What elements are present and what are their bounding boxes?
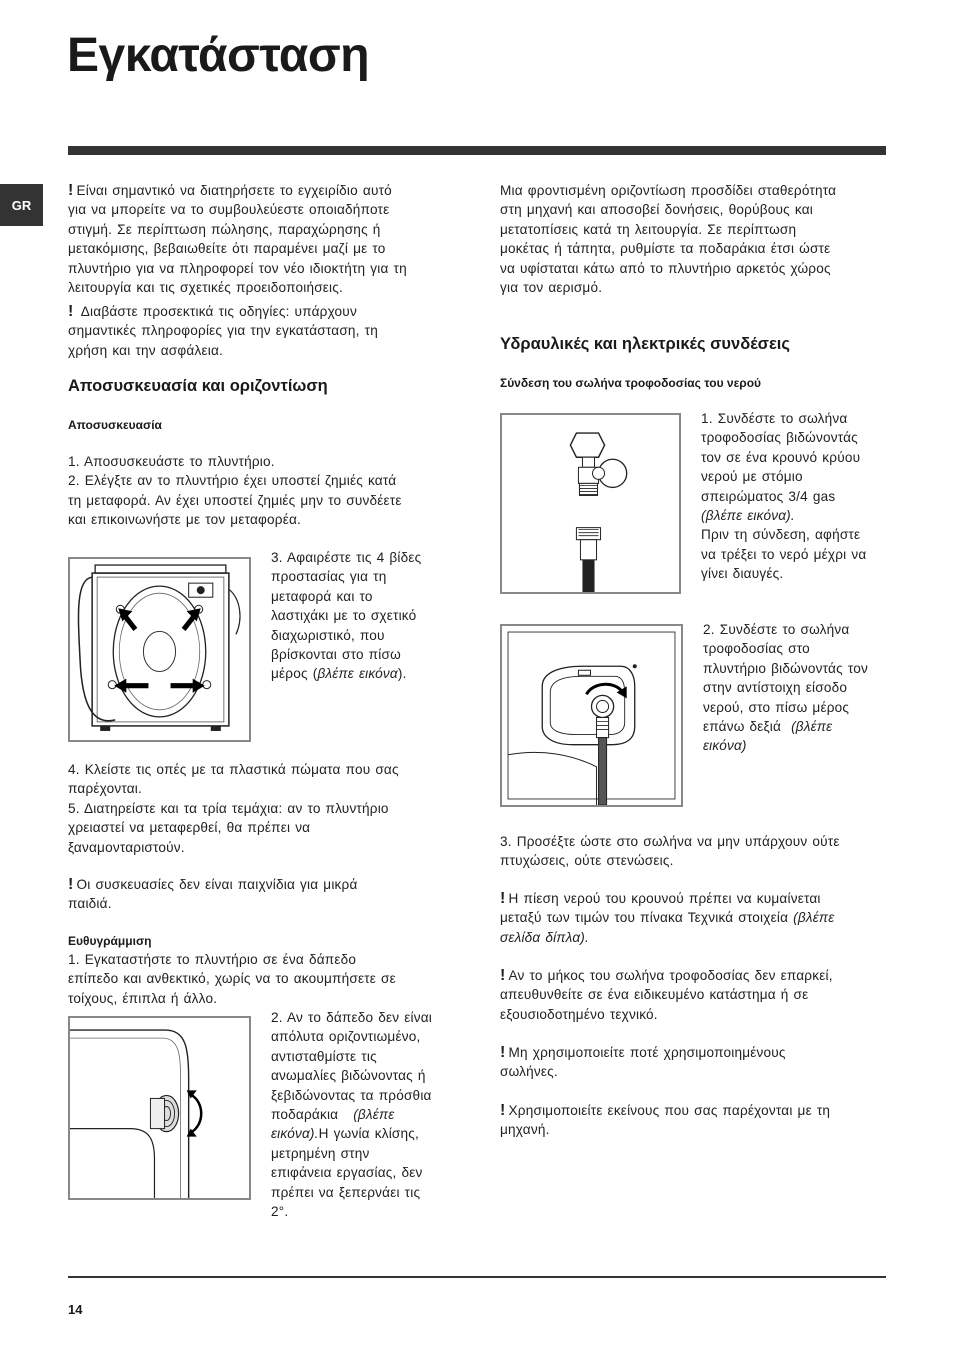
subheading-unpacking: Αποσυσκευασία [68, 418, 162, 432]
heading-unpacking-leveling: Αποσυσκευασία και οριζοντίωση [68, 377, 328, 395]
figure-machine-inlet [500, 624, 683, 807]
warning-hose-length: ! Αν το μήκος του σωλήνα τροφοδοσίας δεν επαρκεί, απευθυνθείτε σε ένα ειδικευμένο κατάστημα ή σε εξουσιοδοτημένο τεχνικό. [500, 967, 833, 1022]
unpacking-steps: 1. Αποσυσκευάστε το πλυντήριο. 2. Ελέγξτε αν το πλυντήριο έχει υποστεί ζημιές κατά τη μεταφορά. Αν έχει υποστεί ζημιές μην το συνδέετε και επικοινωνήστε με τον μεταφορέα. [68, 454, 402, 528]
exclamation-icon: ! [68, 303, 74, 320]
connection-step-3: 3. Προσέξτε ώστε στο σωλήνα να μην υπάρχουν ούτε πτυχώσεις, ούτε στενώσεις. [500, 834, 840, 869]
warning-read-instructions: ! Διαβάστε προσεκτικά τις οδηγίες: υπάρχουν σημαντικές πληροφορίες για την εγκατάσταση, τη χρήση και την ασφάλεια. [68, 303, 378, 358]
exclamation-icon: ! [68, 182, 74, 199]
step-3-remove-screws: 3. Αφαιρέστε τις 4 βίδες προστασίας για τη μεταφορά και το λαστιχάκι με το σχετικό διαχωριστικό, που βρίσκονται στο πίσω μέρος (βλέπε εικόνα). [271, 550, 422, 682]
warning-packaging-children: ! Οι συσκευασίες δεν είναι παιχνίδια για μικρά παιδιά. [68, 876, 358, 912]
page-title: Εγκατάσταση [67, 29, 370, 82]
exclamation-icon: ! [68, 876, 74, 893]
warning-used-hoses: ! Μη χρησιμοποιείτε ποτέ χρησιμοποιημένους σωλήνες. [500, 1044, 786, 1080]
figure-rear-transport-screws [68, 557, 251, 742]
warning-supplied-hoses: ! Χρησιμοποιείτε εκείνους που σας παρέχονται με τη μηχανή. [500, 1102, 831, 1138]
subheading-leveling: Ευθυγράμμιση [68, 934, 152, 948]
heading-connections: Υδραυλικές και ηλεκτρικές συνδέσεις [500, 335, 790, 353]
language-tab: GR [0, 184, 43, 226]
leveling-step-1: 1. Εγκαταστήστε το πλυντήριο σε ένα δάπεδο επίπεδο και ανθεκτικό, χωρίς να το ακουμπήσετε σε τοίχους, έπιπλα ή άλλο. [68, 952, 396, 1006]
exclamation-icon: ! [500, 1044, 506, 1061]
bottom-divider [68, 1276, 886, 1278]
figure-adjust-foot [68, 1016, 251, 1200]
steps-4-5: 4. Κλείστε τις οπές με τα πλαστικά πώματα που σας παρέχονται. 5. Διατηρείστε και τα τρία τεμάχια: αν το πλυντήριο χρειαστεί να μεταφερθεί, θα πρέπει να ξαναμονταριστούν. [68, 762, 399, 855]
exclamation-icon: ! [500, 1102, 506, 1119]
subheading-water-hose: Σύνδεση του σωλήνα τροφοδοσίας του νερού [500, 376, 762, 390]
exclamation-icon: ! [500, 967, 506, 984]
connection-step-1: 1. Συνδέστε το σωλήνα τροφοδοσίας βιδώνοντάς τον σε ένα κρουνό κρύου νερού με στόμιο σπειρώματος 3/4 gas (βλέπε εικόνα). Πριν τη σύνδεση, αφήστε να τρέξει το νερό μέχρι να γίνει διαυγές. [701, 411, 867, 582]
exclamation-icon: ! [500, 890, 506, 907]
page-number: 14 [68, 1302, 83, 1317]
connection-step-2: 2. Συνδέστε το σωλήνα τροφοδοσίας στο πλυντήριο βιδώνοντάς τον στην αντίστοιχη είσοδο νερού, στο πίσω μέρος επάνω δεξιά (βλέπε εικόνα) [703, 622, 868, 754]
warning-keep-manual: ! Είναι σημαντικό να διατηρήσετε το εγχειρίδιο αυτό για να μπορείτε να το συμβουλεύεστε οποιαδήποτε στιγμή. Σε περίπτωση πώλησης, παραχώρησης ή μετακόμισης, βεβαιωθείτε ότι παραμένει μαζί με το πλυντήριο για να πληροφορεί τον νέο ιδιοκτήτη για τη λειτουργία και τις σχετικές προειδοποιήσεις. [68, 182, 407, 296]
leveling-step-2: 2. Αν το δάπεδο δεν είναι απόλυτα οριζοντιωμένο, αντισταθμίστε τις ανωμαλίες βιδώνοντας ή ξεβιδώνοντας τα πρόσθια ποδαράκια (βλέπε εικόνα).Η γωνία κλίσης, μετρημένη στην επιφάνεια εργασίας, δεν πρέπει να ξεπερνάει τις 2°. [271, 1010, 432, 1220]
top-divider [68, 146, 886, 155]
warning-water-pressure: ! Η πίεση νερού του κρουνού πρέπει να κυμαίνεται μεταξύ των τιμών του πίνακα Τεχνικά στοιχεία (βλέπε σελίδα δίπλα). [500, 890, 835, 945]
figure-tap-connection [500, 413, 681, 594]
leveling-intro: Μια φροντισμένη οριζοντίωση προσδίδει σταθερότητα στη μηχανή και αποσοβεί δονήσεις, θορύβους και μετατοπίσεις κατά τη λειτουργία. Σε περίπτωση μοκέτας ή τάπητα, ρυθμίστε τα ποδαράκια έτσι ώστε να υφίσταται κάτω από το πλυντήριο αρκετός χώρος για τον αερισμό. [500, 183, 837, 296]
